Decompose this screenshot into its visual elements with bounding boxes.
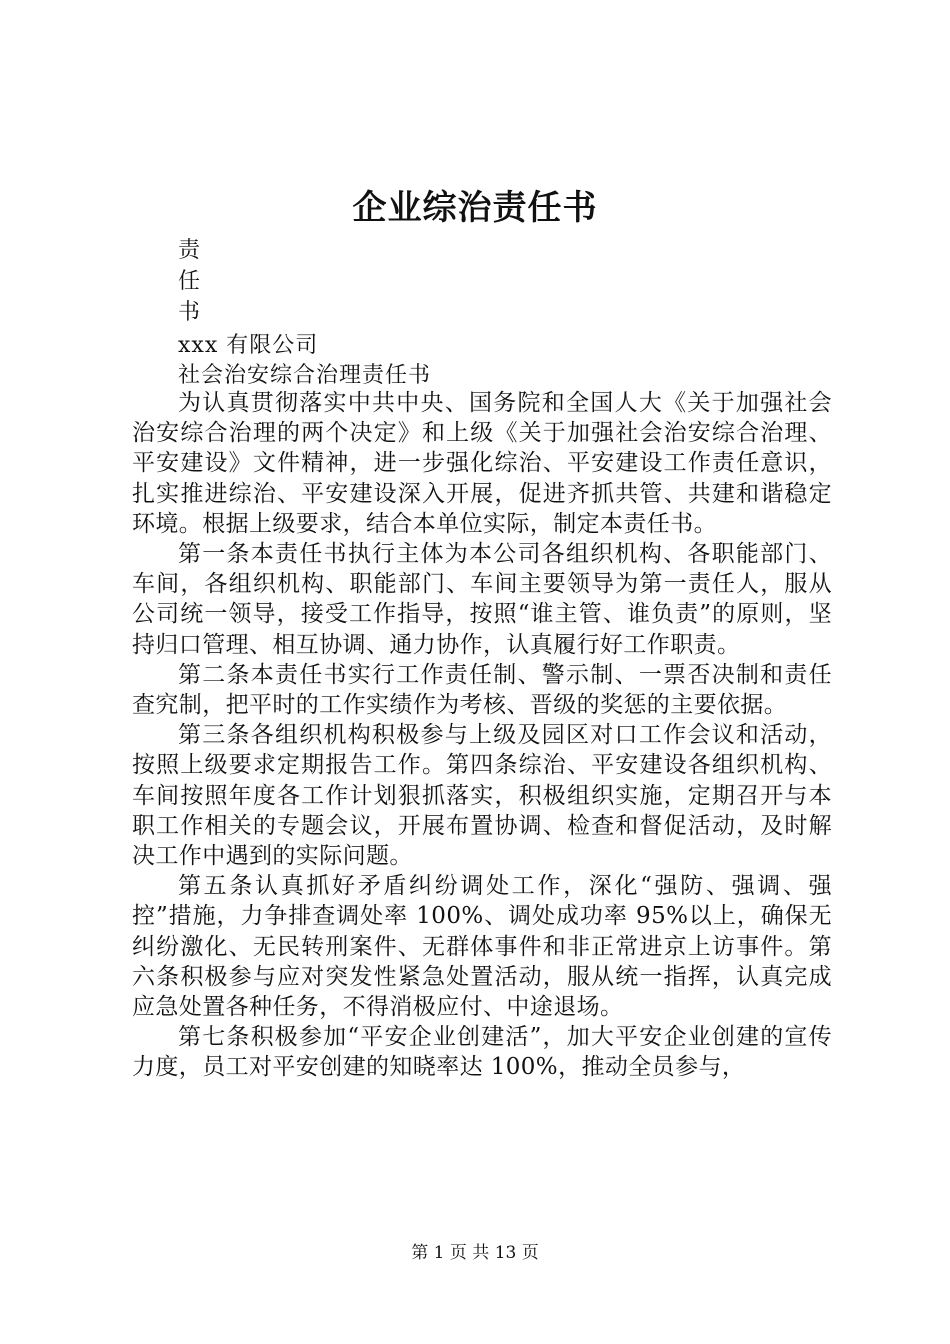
vertical-heading-char-3: 书 bbox=[178, 300, 201, 325]
paragraph-article-7: 第七条积极参加“平安企业创建活”，加大平安企业创建的宣传力度，员工对平安创建的知晓率达 100%，推动全员参与， bbox=[132, 1024, 832, 1081]
paragraph-article-2: 第二条本责任书实行工作责任制、警示制、一票否决制和责任查究制，把平时的工作实绩作为考核、晋级的奖惩的主要依据。 bbox=[132, 661, 832, 719]
company-name: xxx 有限公司 bbox=[178, 333, 319, 358]
paragraph-article-3-4: 第三条各组织机构积极参与上级及园区对口工作会议和活动，按照上级要求定期报告工作。第四条综治、平安建设各组织机构、车间按照年度各工作计划狠抓落实，积极组织实施，定期召开与本职工作相关的专题会议，开展布置协调、检查和督促活动，及时解决工作中遇到的实际问题。 bbox=[132, 722, 832, 870]
paragraph-article-1: 第一条本责任书执行主体为本公司各组织机构、各职能部门、车间，各组织机构、职能部门、车间主要领导为第一责任人，服从公司统一领导，接受工作指导，按照“谁主管、谁负责”的原则，坚持归口管理、相互协调、通力协作，认真履行好工作职责。 bbox=[132, 541, 832, 658]
document-body bbox=[132, 388, 832, 1083]
document-subtitle: 社会治安综合治理责任书 bbox=[178, 363, 432, 388]
paragraph-article-5-6: 第五条认真抓好矛盾纠纷调处工作，深化“强防、强调、强控”措施，力争排查调处率 100%、调处成功率 95%以上，确保无纠纷激化、无民转刑案件、无群体事件和非正常进京上访事件。第六条积极参与应对突发性紧急处置活动，服从统一指挥，认真完成应急处置各种任务，不得消极应付、中途退场。 bbox=[132, 873, 832, 1021]
vertical-heading-char-2: 任 bbox=[178, 269, 201, 294]
paragraph-preamble: 为认真贯彻落实中共中央、国务院和全国人大《关于加强社会治安综合治理的两个决定》和上级《关于加强社会治安综合治理、平安建设》文件精神，进一步强化综治、平安建设工作责任意识，扎实推进综治、平安建设深入开展，促进齐抓共管、共建和谐稳定环境。根据上级要求，结合本单位实际，制定本责任书。 bbox=[132, 390, 832, 537]
document-title: 企业综治责任书 bbox=[352, 188, 598, 228]
vertical-heading-char-1: 责 bbox=[178, 238, 201, 263]
page-number-footer: 第 1 页 共 13 页 bbox=[411, 1243, 539, 1263]
